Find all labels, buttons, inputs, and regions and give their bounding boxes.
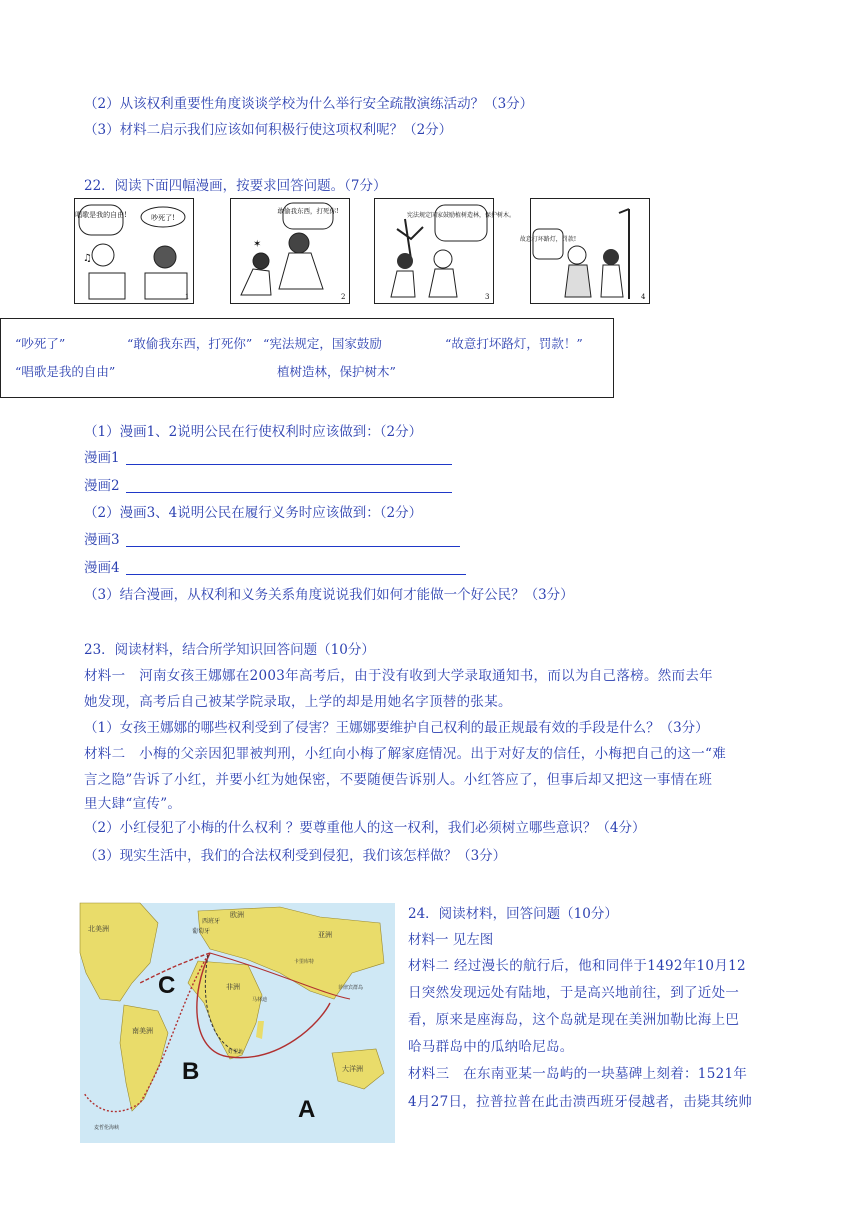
q22-sub2: （2）漫画3、4说明公民在履行义务时应该做到：（2分）	[84, 505, 423, 521]
label-south-america: 南美洲	[132, 1027, 153, 1035]
q23-material-2b: 言之隐”告诉了小红，并要小红为她保密，不要随便告诉别人。小红答应了，但事后却又把这一事情在班	[84, 772, 713, 788]
comic-1-answer-line[interactable]	[126, 452, 452, 465]
comic-2-answer-label: 漫画2	[84, 478, 120, 494]
world-voyage-map	[80, 903, 395, 1143]
q22-sub1: （1）漫画1、2说明公民在行使权利时应该做到：（2分）	[84, 424, 423, 440]
question-22-title: 22．阅读下面四幅漫画，按要求回答问题。（7分）	[84, 178, 387, 194]
label-cape: 好望角	[228, 1049, 244, 1055]
caption-box	[0, 318, 614, 398]
comic-1-answer-label: 漫画1	[84, 450, 120, 466]
route-label-a: A	[298, 1096, 316, 1123]
svg-text:♫: ♫	[83, 253, 92, 264]
caption-1b: “唱歌是我的自由”	[15, 364, 116, 379]
comic-2-bubble: 敢偷我东西，打死你!	[277, 207, 339, 215]
caption-3b: 植树造林，保护树木”	[277, 364, 396, 379]
label-oceania: 大洋洲	[342, 1065, 363, 1073]
label-spain: 西班牙	[202, 918, 221, 925]
label-malindi: 马林迪	[252, 997, 268, 1003]
comic-4-number: 4	[641, 293, 646, 301]
route-label-b: B	[182, 1058, 200, 1085]
comic-3-answer-row	[84, 528, 460, 548]
caption-2: “敢偷我东西，打死你”	[127, 336, 253, 351]
comic-2-number: 2	[341, 293, 346, 301]
comic-1-number: 1	[185, 293, 190, 301]
comic-4-answer-row	[84, 556, 466, 576]
label-africa: 非洲	[226, 983, 240, 991]
comic-3-answer-label: 漫画3	[84, 532, 120, 548]
comic-2-answer-row	[84, 474, 452, 494]
q24-material-2-line-3: 看，原来是座海岛，这个岛就是现在美洲加勒比海上巴	[408, 1012, 740, 1028]
q23-material-2a: 材料二 小梅的父亲因犯罪被判刑，小红向小梅了解家庭情况。出于对好友的信任，小梅把自己的这一“难	[84, 746, 726, 762]
q23-sub3: （3）现实生活中，我们的合法权利受到侵犯，我们该怎样做？（3分）	[84, 848, 507, 864]
caption-1a: “吵死了”	[15, 336, 66, 351]
comic-3-number: 3	[485, 293, 490, 301]
route-label-c: C	[158, 972, 176, 999]
comic-1-bubble-b: 吵死了!	[151, 214, 175, 222]
caption-4: “故意打坏路灯，罚款！”	[445, 336, 583, 351]
q23-sub1: （1）女孩王娜娜的哪些权利受到了侵害？王娜娜要维护自己权利的最正规最有效的手段是什么？（3分）	[84, 720, 709, 736]
q24-material-3-line-2: 4月27日，拉普拉普在此击溃西班牙侵越者，击毙其统帅	[408, 1094, 753, 1110]
comic-3-answer-line[interactable]	[126, 534, 460, 547]
comic-2	[230, 198, 350, 304]
comic-4-answer-line[interactable]	[126, 562, 466, 575]
label-portugal: 葡萄牙	[192, 928, 211, 935]
q24-material-2-line-1: 材料二 经过漫长的航行后，他和同伴于1492年10月12	[408, 958, 746, 974]
label-north-america: 北美洲	[88, 925, 109, 933]
question-24-title: 24．阅读材料，回答问题（10分）	[408, 906, 618, 922]
q24-material-2-line-2: 日突然发现远处有陆地，于是高兴地前往，到了近处一	[408, 985, 740, 1001]
comic-1	[74, 198, 194, 304]
label-philippines: 菲律宾群岛	[338, 985, 364, 991]
comic-4	[519, 198, 650, 304]
comic-1-answer-row	[84, 446, 452, 466]
question-21-part3: （3）材料二启示我们应该如何积极行使这项权利呢？（2分）	[84, 122, 453, 138]
label-europe: 欧洲	[230, 911, 244, 919]
comic-4-bubble: 故意打坏路灯，罚款!	[519, 236, 577, 243]
q24-material-3-line-1: 材料三 在东南亚某一岛屿的一块墓碑上刻着：1521年	[408, 1066, 748, 1082]
label-calicut: 卡里库特	[294, 959, 315, 965]
q23-material-1a: 材料一 河南女孩王娜娜在2003年高考后，由于没有收到大学录取通知书，而以为自己落榜。然而去年	[84, 668, 713, 684]
q24-material-1: 材料一 见左图	[408, 932, 494, 948]
label-asia: 亚洲	[318, 931, 332, 939]
q22-sub3: （3）结合漫画，从权利和义务关系角度说说我们如何才能做一个好公民？（3分）	[84, 587, 574, 603]
q24-material-2-line-4: 哈马群岛中的瓜纳哈尼岛。	[408, 1039, 574, 1055]
q23-sub2: （2）小红侵犯了小梅的什么权利 ？要尊重他人的这一权利，我们必须树立哪些意识？（4分）	[84, 820, 646, 836]
caption-3a: “宪法规定，国家鼓励	[263, 336, 382, 351]
comic-2-answer-line[interactable]	[126, 480, 452, 493]
question-23-title: 23．阅读材料，结合所学知识回答问题（10分）	[84, 642, 375, 658]
q23-material-1b: 她发现，高考后自己被某学院录取，上学的却是用她名字顶替的张某。	[84, 694, 512, 710]
q23-material-2c: 里大肆“宣传”。	[84, 796, 182, 812]
svg-text:✶: ✶	[253, 239, 262, 250]
label-magellan-strait: 麦哲伦海峡	[94, 1125, 120, 1131]
comic-3	[374, 198, 516, 304]
comic-3-bubble: 宪法规定国家鼓励植树造林，保护树木。	[406, 212, 516, 219]
comic-4-answer-label: 漫画4	[84, 560, 120, 576]
comic-1-bubble-a: 唱歌是我的自由!	[75, 211, 127, 219]
question-21-part2: （2）从该权利重要性角度谈谈学校为什么举行安全疏散演练活动？（3分）	[84, 96, 534, 112]
